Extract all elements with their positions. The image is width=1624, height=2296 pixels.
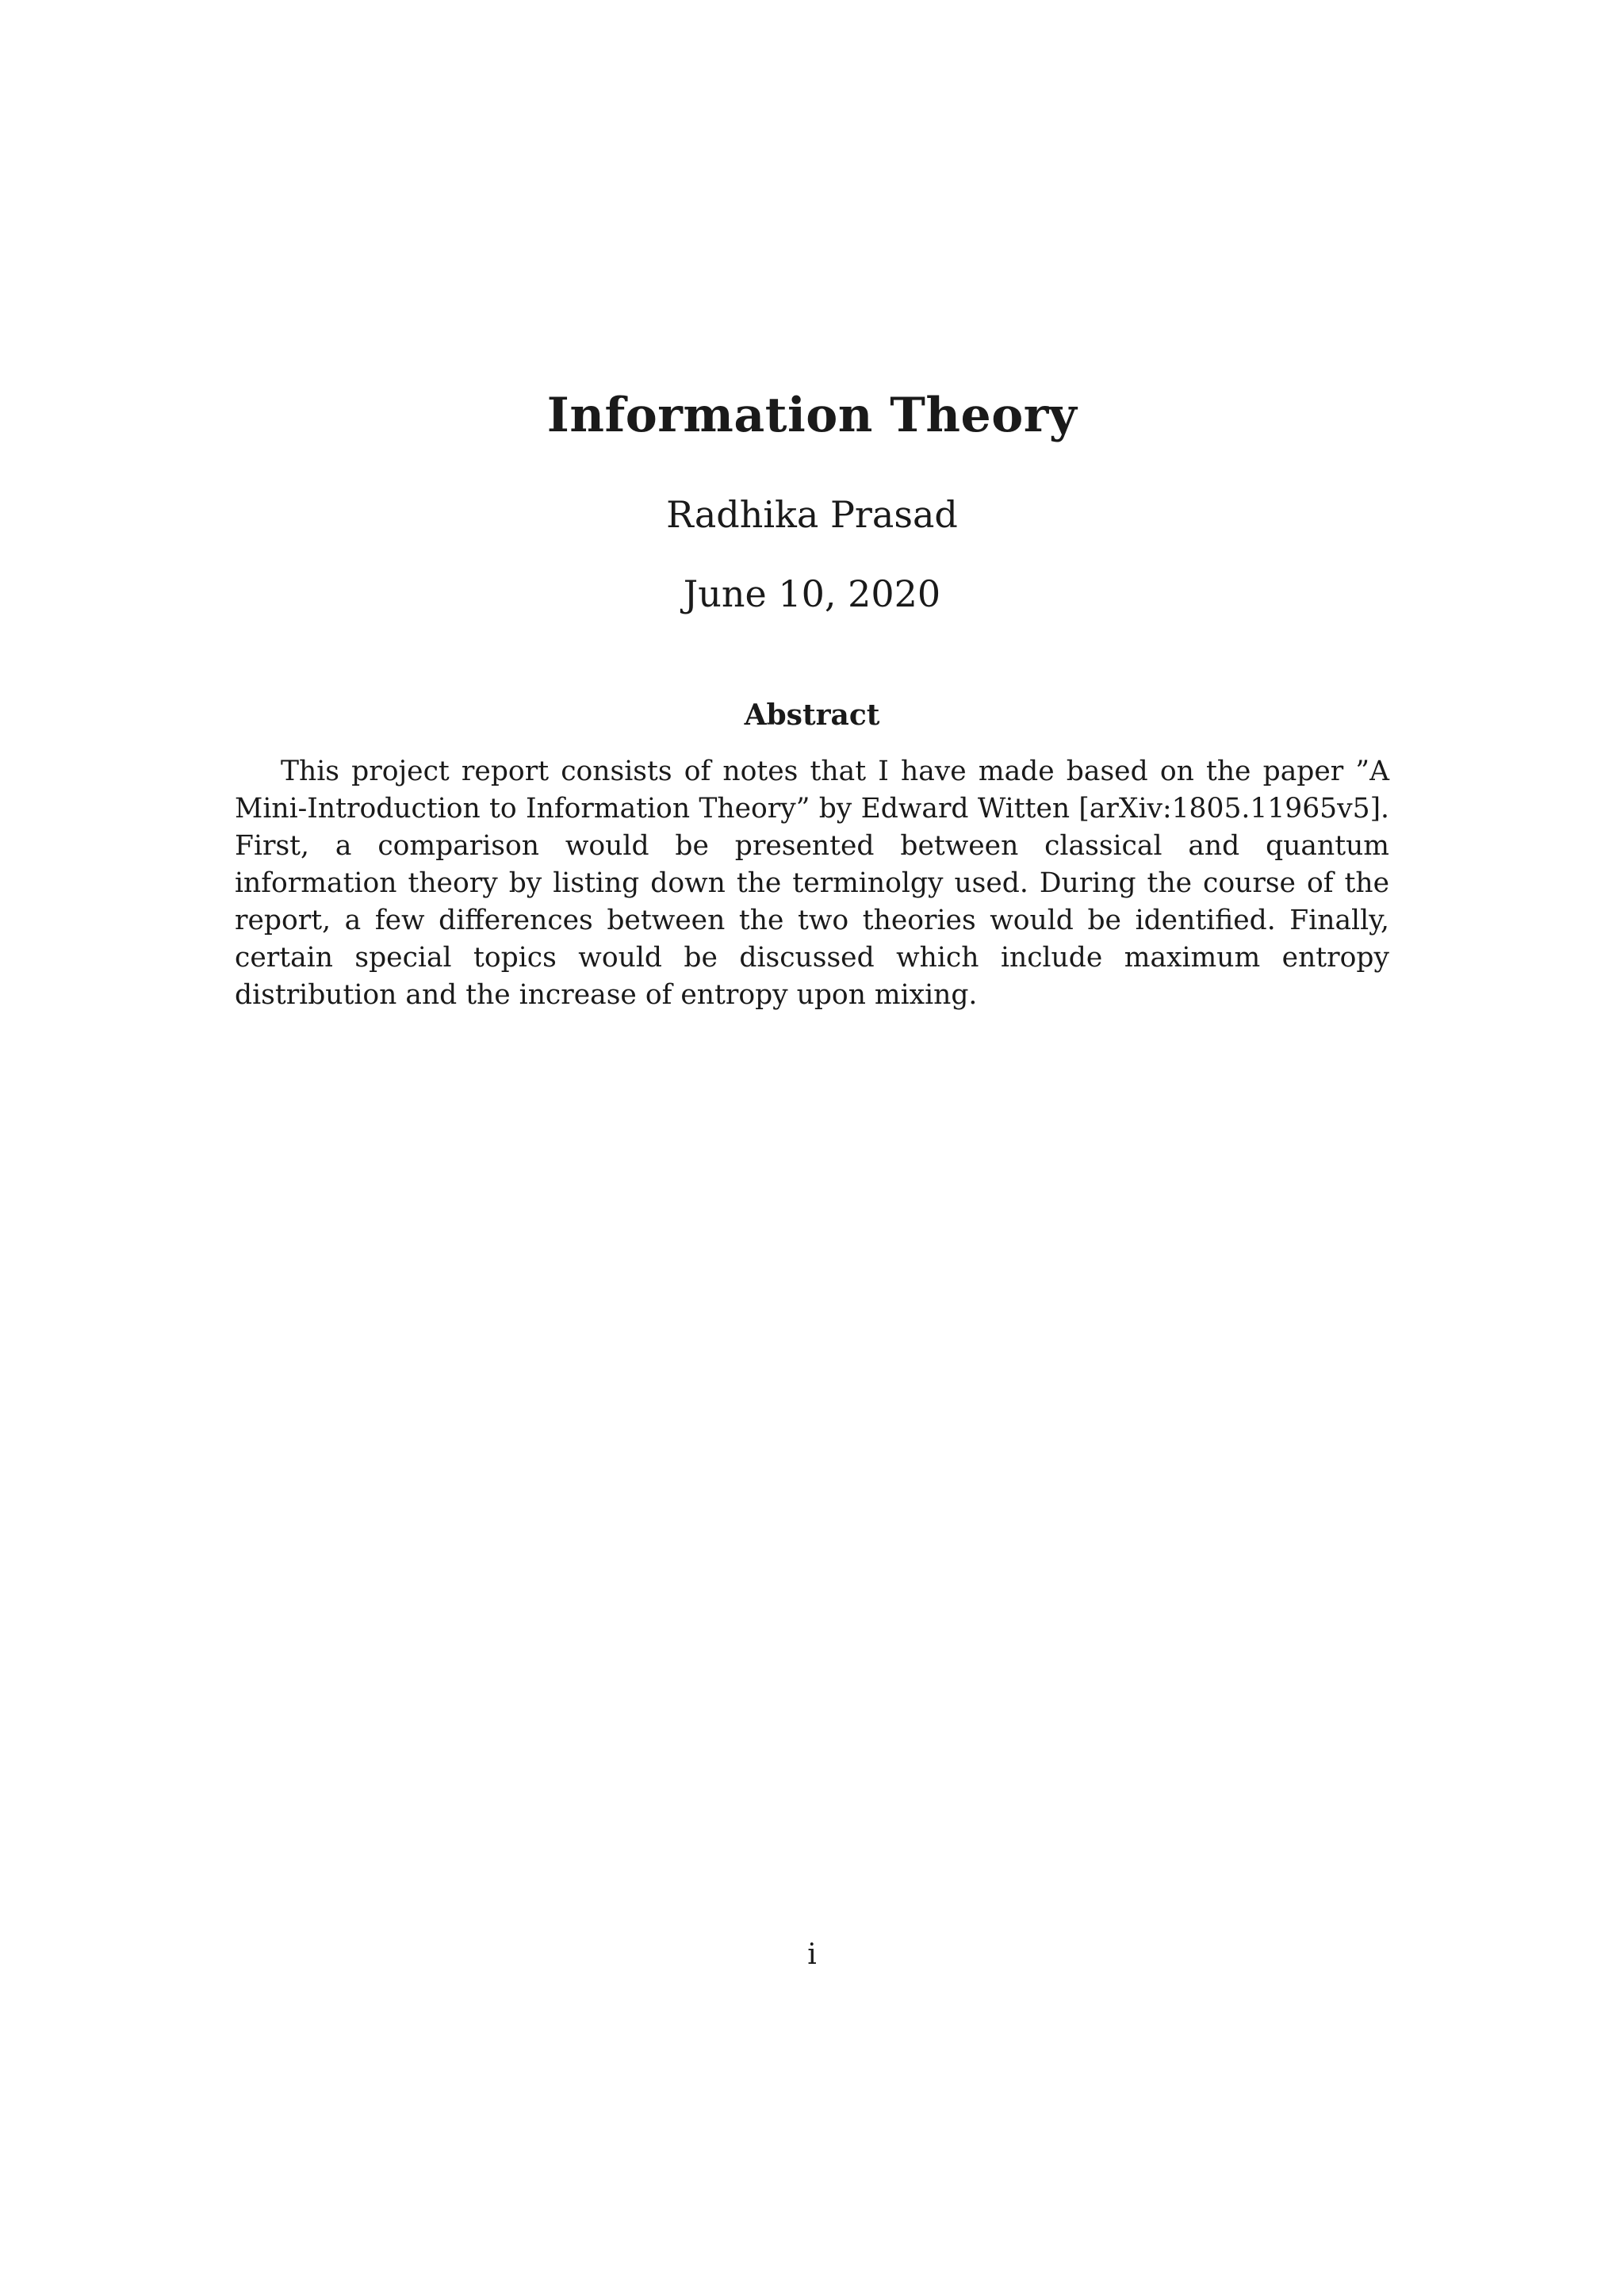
paper-title: Information Theory (546, 388, 1078, 443)
page-number: i (807, 1938, 817, 1971)
abstract-heading: Abstract (744, 698, 880, 732)
abstract-body: This project report consists of notes that I have made based on the paper ”A Mini-Introduction to Information Theory” by Edward Witten [arXiv:1805.11965v5]. First, a comparison would be presented between classical and quantum information theory by listing down the terminolgy used. During the course of the report, a few differences between the two theories would be identified. Finally, certain special topics would be discussed which include maximum entropy distribution and the increase of entropy upon mixing. (235, 756, 1389, 1011)
author-name: Radhika Prasad (666, 493, 958, 536)
publication-date: June 10, 2020 (683, 572, 941, 615)
